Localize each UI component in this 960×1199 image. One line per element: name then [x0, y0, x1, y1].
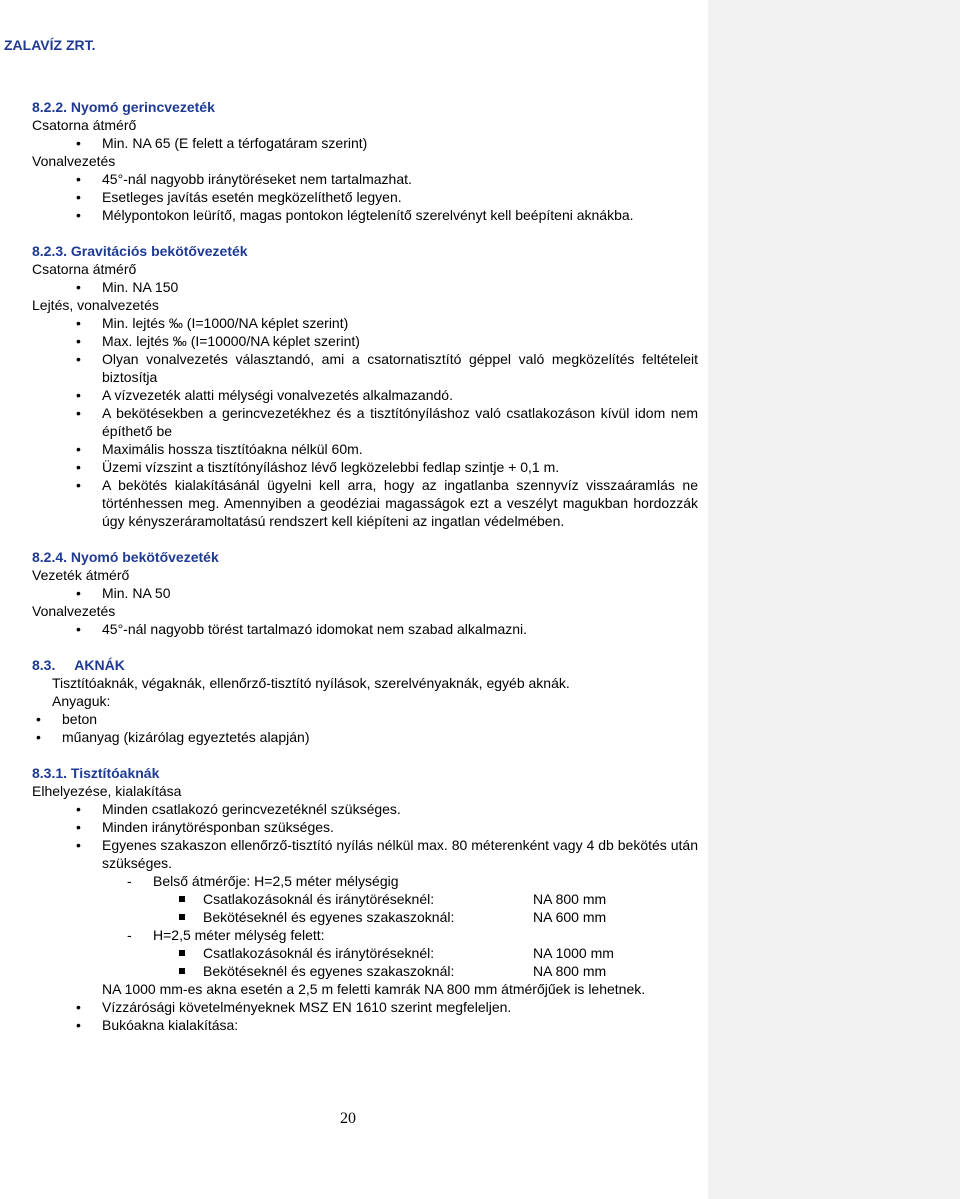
list-item: • Bukóakna kialakítása:	[32, 1016, 698, 1034]
list-item: • Minden iránytörésponban szükséges.	[32, 818, 698, 836]
document-body	[32, 98, 698, 1034]
list-item: • Min. NA 150	[32, 278, 698, 296]
page-number: 20	[340, 1110, 356, 1127]
spec-row	[102, 908, 698, 926]
label-anyaguk: Anyaguk:	[52, 693, 111, 709]
dash-item-text: Belső átmérője: H=2,5 méter mélységig	[153, 873, 399, 889]
spec-row-value: NA 800 mm	[533, 891, 607, 907]
label-lejtes-vonalvezetes: Lejtés, vonalvezetés	[32, 297, 159, 313]
list-item: • Egyenes szakaszon ellenőrző-tisztító nyílás nélkül max. 80 méterenként vagy 4 db bekötés után szükséges.	[32, 836, 698, 872]
list-item: • Min. lejtés ‰ (I=1000/NA képlet szerint)	[32, 314, 698, 332]
list-item: • Esetleges javítás esetén megközelíthető legyen.	[32, 188, 698, 206]
section-title-823: 8.2.3. Gravitációs bekötővezeték	[32, 243, 248, 259]
spec-row-label: Bekötéseknél és egyenes szakaszoknál:	[203, 909, 455, 925]
list-item: • 45°-nál nagyobb törést tartalmazó idomokat nem szabad alkalmazni.	[32, 620, 698, 638]
label-vonalvezetes: Vonalvezetés	[32, 603, 116, 619]
label-vezetek-atmero: Vezeték átmérő	[32, 567, 130, 583]
spec-row-value: NA 1000 mm	[533, 945, 614, 961]
list-item: • A bekötés kialakításánál ügyelni kell arra, hogy az ingatlanba szennyvíz visszaáramlás ne történhessen meg. Amennyiben a geodéziai magasságok ezt a veszélyt magukban hordozzák úgy kényszeráramoltatású rendszert kell kiépíteni az ingatlan védelmében.	[32, 476, 698, 530]
list-item: • Minden csatlakozó gerincvezetéknél szükséges.	[32, 800, 698, 818]
spec-row-label: Csatlakozásoknál és iránytöréseknél:	[203, 945, 435, 961]
label-elhelyezese: Elhelyezése, kialakítása	[32, 783, 182, 799]
company-header: ZALAVÍZ ZRT.	[4, 37, 96, 53]
spec-row-value: NA 600 mm	[533, 909, 607, 925]
list-item: • Üzemi vízszint a tisztítónyíláshoz lévő legközelebbi fedlap szintje + 0,1 m.	[32, 458, 698, 476]
section-title-824: 8.2.4. Nyomó bekötővezeték	[32, 549, 219, 565]
spec-row-value: NA 800 mm	[533, 963, 607, 979]
section-title-83: 8.3. AKNÁK	[32, 657, 125, 673]
dash-item: - H=2,5 méter mélység felett:	[127, 927, 325, 943]
list-item: • Olyan vonalvezetés választandó, ami a csatornatisztító géppel való megközelítés feltételeit biztosítja	[32, 350, 698, 386]
list-item: • Vízzárósági követelményeknek MSZ EN 1610 szerint megfeleljen.	[32, 998, 698, 1016]
list-item: • Max. lejtés ‰ (I=10000/NA képlet szerint)	[32, 332, 698, 350]
section-title-831: 8.3.1. Tisztítóaknák	[32, 765, 160, 781]
list-item: • A bekötésekben a gerincvezetékhez és a tisztítónyíláshoz való csatlakozáson kívül idom nem építhető be	[32, 404, 698, 440]
label-csatorna-atmero: Csatorna átmérő	[32, 117, 137, 133]
list-item: • Maximális hossza tisztítóakna nélkül 60m.	[32, 440, 698, 458]
dash-item: - Belső átmérője: H=2,5 méter mélységig	[127, 873, 399, 889]
label-csatorna-atmero: Csatorna átmérő	[32, 261, 137, 277]
spec-row-label: Csatlakozásoknál és iránytöréseknél:	[203, 891, 435, 907]
spec-row-label: Bekötéseknél és egyenes szakaszoknál:	[203, 963, 455, 979]
list-item: • Mélypontokon leürítő, magas pontokon légtelenítő szerelvényt kell beépíteni aknákba.	[32, 206, 698, 224]
spec-row	[102, 944, 698, 962]
list-item: • műanyag (kizárólag egyeztetés alapján)	[32, 728, 698, 746]
list-item: • Min. NA 65 (E felett a térfogatáram szerint)	[32, 134, 698, 152]
list-item: • Min. NA 50	[32, 584, 698, 602]
dash-item-text: H=2,5 méter mélység felett:	[153, 927, 325, 943]
aknak-text: Tisztítóaknák, végaknák, ellenőrző-tisztító nyílások, szerelvényaknák, egyéb aknák.	[52, 675, 570, 691]
list-item: • 45°-nál nagyobb iránytöréseket nem tartalmazhat.	[32, 170, 698, 188]
list-item: • beton	[32, 710, 698, 728]
spec-row	[102, 962, 698, 980]
section-title-822: 8.2.2. Nyomó gerincvezeték	[32, 99, 215, 115]
spec-row	[102, 890, 698, 908]
akna-note: NA 1000 mm-es akna esetén a 2,5 m feletti kamrák NA 800 mm átmérőjűek is lehetnek.	[102, 981, 646, 997]
comment-margin-panel	[708, 0, 960, 1199]
label-vonalvezetes: Vonalvezetés	[32, 153, 116, 169]
list-item: • A vízvezeték alatti mélységi vonalvezetés alkalmazandó.	[32, 386, 698, 404]
